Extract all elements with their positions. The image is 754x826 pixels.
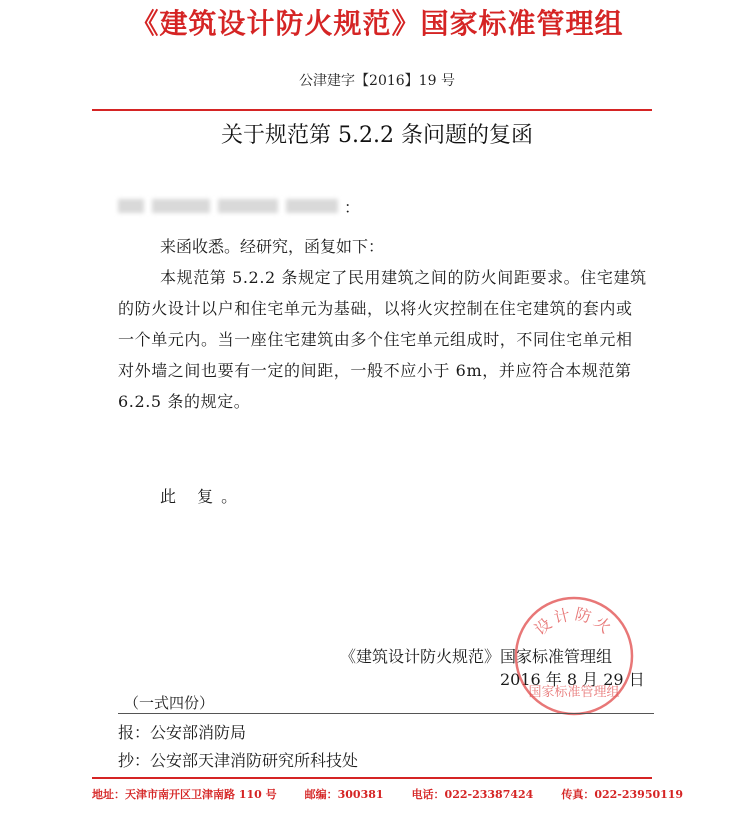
seal-top-text: 设计防火 xyxy=(530,604,618,640)
footer-contact xyxy=(92,786,712,802)
copies-note: （一式四份） xyxy=(124,694,215,712)
letterhead-divider xyxy=(92,109,652,111)
footer-address: 地址：天津市南开区卫津南路 110 号 xyxy=(92,788,277,801)
cc-to: 抄：公安部天津消防研究所科技处 xyxy=(118,751,359,770)
signature-date: 2016 年 8 月 29 日 xyxy=(500,670,645,689)
redaction-block xyxy=(152,199,210,213)
letter-subject: 关于规范第 5.2.2 条问题的复函 xyxy=(221,123,533,148)
addressee-redacted xyxy=(118,197,361,217)
body-opening: 来函收悉。经研究，函复如下： xyxy=(160,237,385,256)
addressee-colon: ： xyxy=(344,198,361,217)
redaction-block xyxy=(218,199,278,213)
document-number: 公津建字【2016】19 号 xyxy=(299,73,455,89)
distribution-divider xyxy=(118,713,654,714)
letterhead-title: 《建筑设计防火规范》国家标准管理组 xyxy=(130,7,624,40)
body-paragraph: 本规范第 5.2.2 条规定了民用建筑之间的防火间距要求。住宅建筑的防火设计以户和住宅单元为基础，以将火灾控制在住宅建筑的套内或一个单元内。当一座住宅建筑由多个住宅单元组成时，不同住宅单元相对外墙之间也要有一定的间距，一般不应小于 6m，并应符合本规范第 6.2.5 条的规定。 xyxy=(118,268,647,411)
footer-divider xyxy=(92,777,652,779)
body-closing: 此 复。 xyxy=(160,487,246,506)
official-seal xyxy=(512,594,636,718)
footer-phone: 电话：022-23387424 xyxy=(411,788,534,801)
seal-bottom-text: 国家标准管理组 xyxy=(528,685,620,700)
footer-fax: 传真：022-23950119 xyxy=(561,788,684,801)
footer-postcode: 邮编：300381 xyxy=(304,788,384,801)
redaction-block xyxy=(286,199,338,213)
signature-organization: 《建筑设计防火规范》国家标准管理组 xyxy=(340,647,613,666)
report-to: 报：公安部消防局 xyxy=(118,723,247,742)
redaction-block xyxy=(118,199,144,213)
